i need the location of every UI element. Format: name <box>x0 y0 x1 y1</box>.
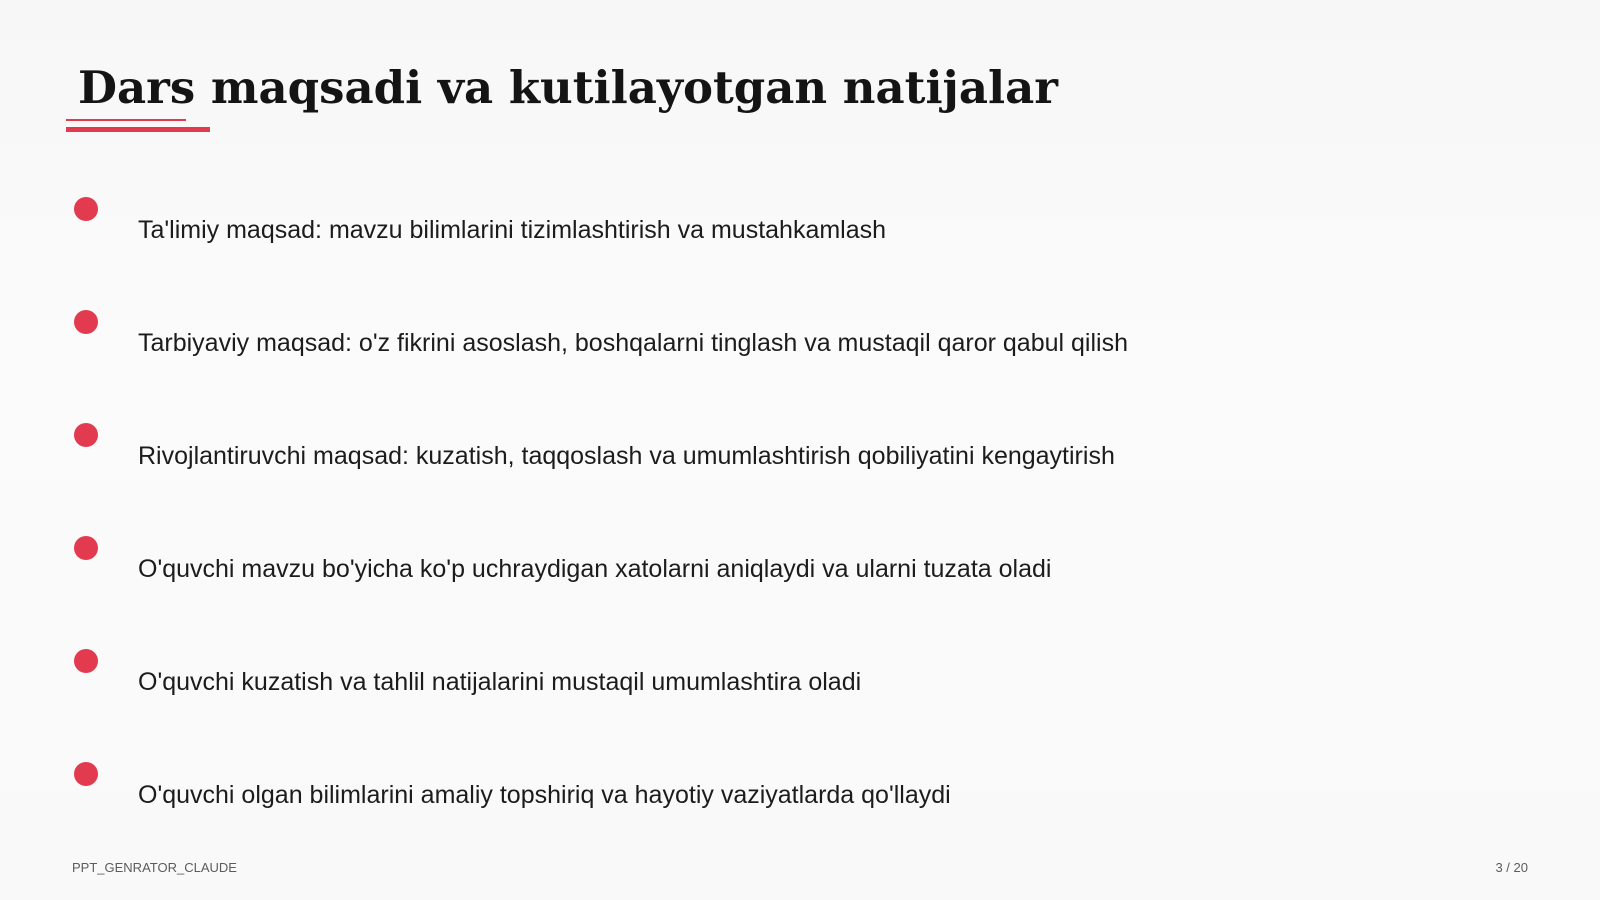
bullet-text: Ta'limiy maqsad: mavzu bilimlarini tizimlashtirish va mustahkamlash <box>138 216 887 244</box>
bullet-text: O'quvchi olgan bilimlarini amaliy topshiriq va hayotiy vaziyatlarda qo'llaydi <box>138 781 951 809</box>
bullet-item <box>0 196 1600 286</box>
footer-label: PPT_GENRATOR_CLAUDE <box>72 860 237 875</box>
bullet-text: O'quvchi mavzu bo'yicha ko'p uchraydigan xatolarni aniqlaydi va ularni tuzata oladi <box>138 555 1052 583</box>
bullet-text: Tarbiyaviy maqsad: o'z fikrini asoslash, boshqalarni tinglash va mustaqil qaror qabul qilish <box>138 329 1128 357</box>
bullet-item <box>0 648 1600 738</box>
bullet-dot-icon <box>74 310 98 334</box>
bullet-item <box>0 309 1600 399</box>
bullet-dot-icon <box>74 423 98 447</box>
bullet-dot-icon <box>74 649 98 673</box>
page-indicator: 3 / 20 <box>1495 860 1528 875</box>
bullet-item <box>0 761 1600 851</box>
bullet-item <box>0 535 1600 625</box>
bullet-text: O'quvchi kuzatish va tahlil natijalarini mustaqil umumlashtira oladi <box>138 668 862 696</box>
bullet-item <box>0 422 1600 512</box>
bullet-dot-icon <box>74 536 98 560</box>
bullet-dot-icon <box>74 197 98 221</box>
slide-title: Dars maqsadi va kutilayotgan natijalar <box>78 61 1058 114</box>
bullet-dot-icon <box>74 762 98 786</box>
bullet-text: Rivojlantiruvchi maqsad: kuzatish, taqqoslash va umumlashtirish qobiliyatini kengaytirish <box>138 442 1115 470</box>
